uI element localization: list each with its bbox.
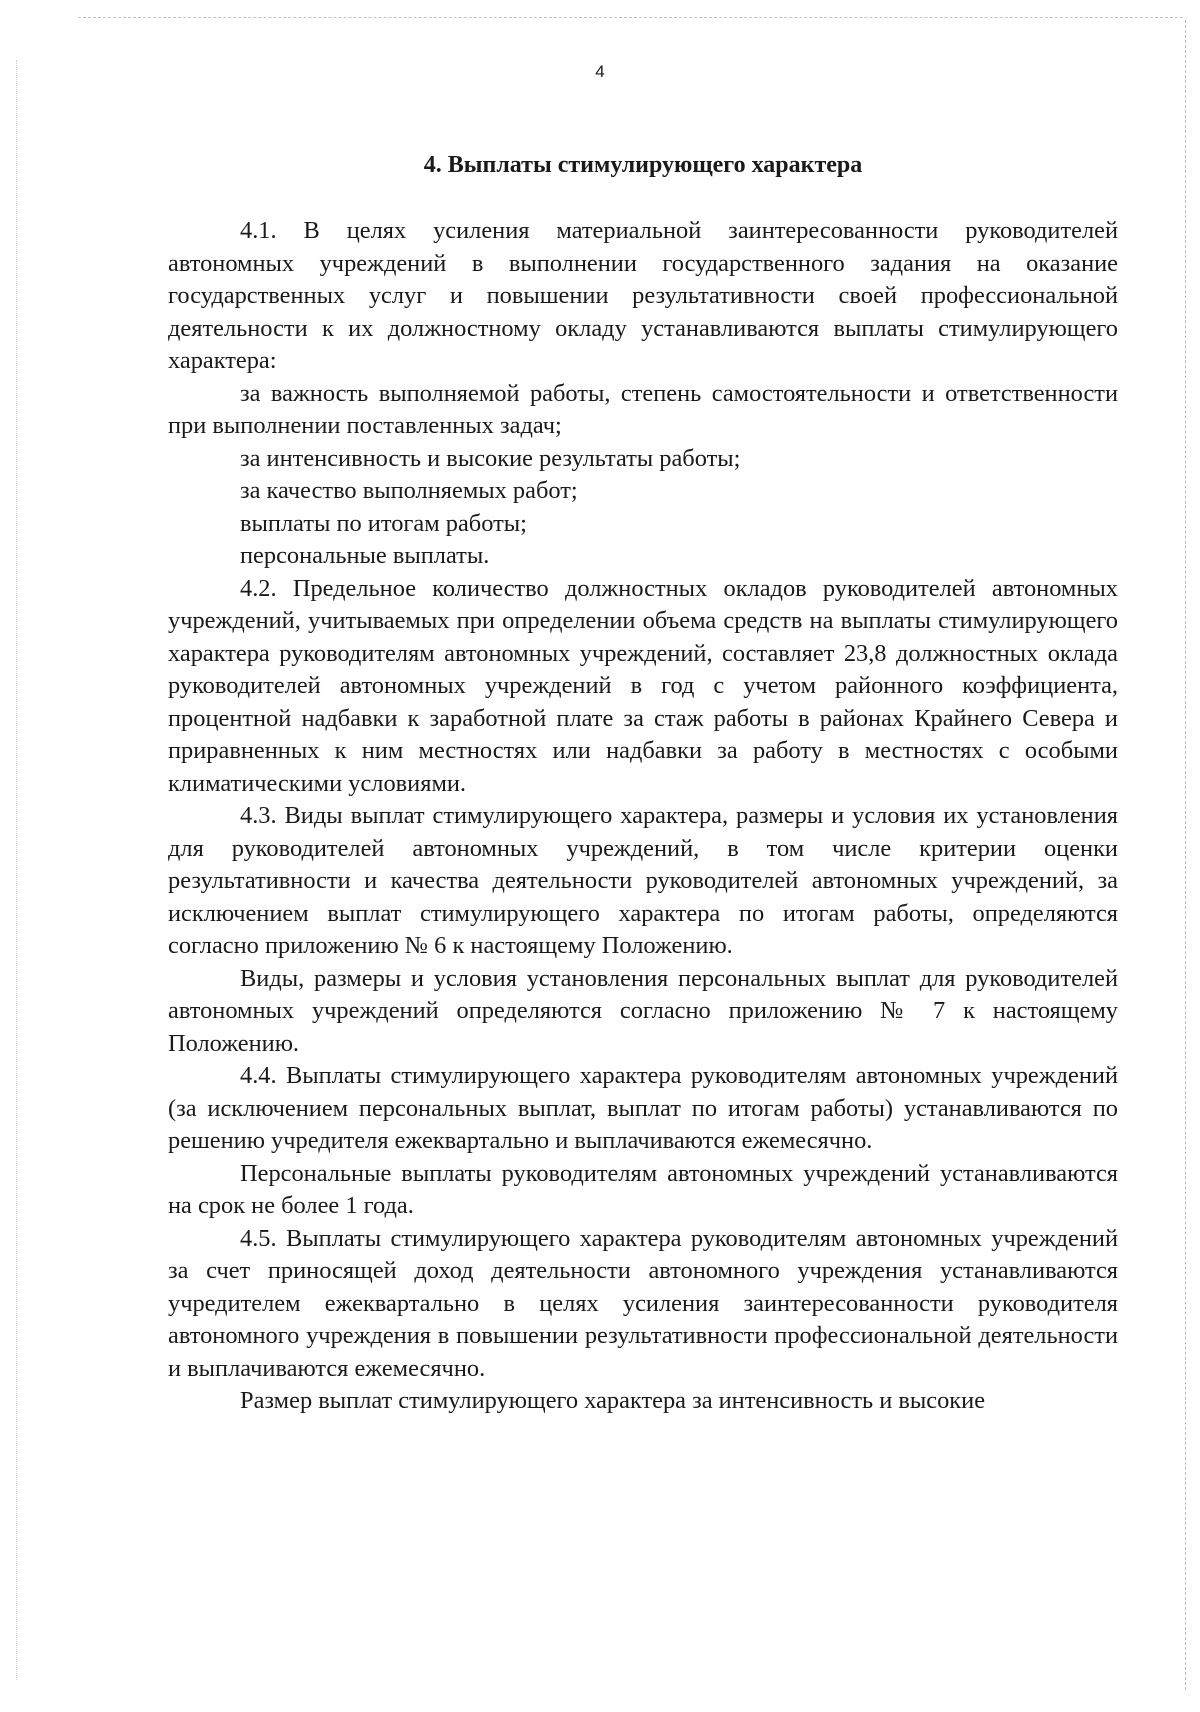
paragraph-4-3-personal: Виды, размеры и условия установления персональных выплат для руководителей автономных учреждений определяются согласно приложению № 7 к настоящему Положению. bbox=[168, 964, 1118, 1057]
list-item-quality: за качество выполняемых работ; bbox=[240, 477, 578, 504]
page-number: 4 bbox=[595, 62, 605, 81]
scan-border-right bbox=[1185, 20, 1186, 1690]
document-body bbox=[168, 215, 1118, 1418]
scan-border-top bbox=[78, 17, 1183, 18]
list-item-intensity: за интенсивность и высокие результаты работы; bbox=[240, 444, 741, 472]
list-item-personal: персональные выплаты. bbox=[240, 542, 490, 569]
paragraph-4-3: 4.3. Виды выплат стимулирующего характера, размеры и условия их установления для руководителей автономных учреждений, в том числе критерии оценки результативности и качества деятельности руководителей автономных учреждений, за исключением выплат стимулирующего характера по итогам работы, определяются согласно приложению № 6 к настоящему Положению. bbox=[168, 802, 1118, 959]
list-item-results: выплаты по итогам работы; bbox=[240, 509, 527, 537]
list-item-importance: за важность выполняемой работы, степень самостоятельности и ответственности при выполнении поставленных задач; bbox=[168, 379, 1118, 439]
paragraph-4-5: 4.5. Выплаты стимулирующего характера руководителям автономных учреждений за счет приносящей доход деятельности автономного учреждения устанавливаются учредителем ежеквартально в целях усиления заинтересованности руководителя автономного учреждения в повышении результативности профессиональной деятельности и выплачиваются ежемесячно. bbox=[168, 1224, 1118, 1382]
paragraph-4-4: 4.4. Выплаты стимулирующего характера руководителям автономных учреждений (за исключением персональных выплат, выплат по итогам работы) устанавливаются по решению учредителя ежеквартально и выплачиваются ежемесячно. bbox=[168, 1062, 1118, 1154]
paragraph-4-5-size: Размер выплат стимулирующего характера за интенсивность и высокие bbox=[240, 1387, 986, 1414]
scan-border-left bbox=[16, 60, 17, 1680]
paragraph-4-2: 4.2. Предельное количество должностных окладов руководителей автономных учреждений, учитываемых при определении объема средств на выплаты стимулирующего характера руководителям автономных учреждений, составляет 23,8 должностных оклада руководителей автономных учреждений в год с учетом районного коэффициента, процентной надбавки к заработной плате за стаж работы в районах Крайнего Севера и приравненных к ним местностях или надбавки за работу в местностях с особыми климатическими условиями. bbox=[168, 574, 1118, 797]
paragraph-4-1: 4.1. В целях усиления материальной заинтересованности руководителей автономных учреждений в выполнении государственного задания на оказание государственных услуг и повышении результативности своей профессиональной деятельности к их должностному окладу устанавливаются выплаты стимулирующего характера: bbox=[168, 217, 1118, 374]
section-title: 4. Выплаты стимулирующего характера bbox=[423, 152, 863, 178]
paragraph-4-4-term: Персональные выплаты руководителям автономных учреждений устанавливаются на срок не более 1 года. bbox=[168, 1159, 1118, 1219]
